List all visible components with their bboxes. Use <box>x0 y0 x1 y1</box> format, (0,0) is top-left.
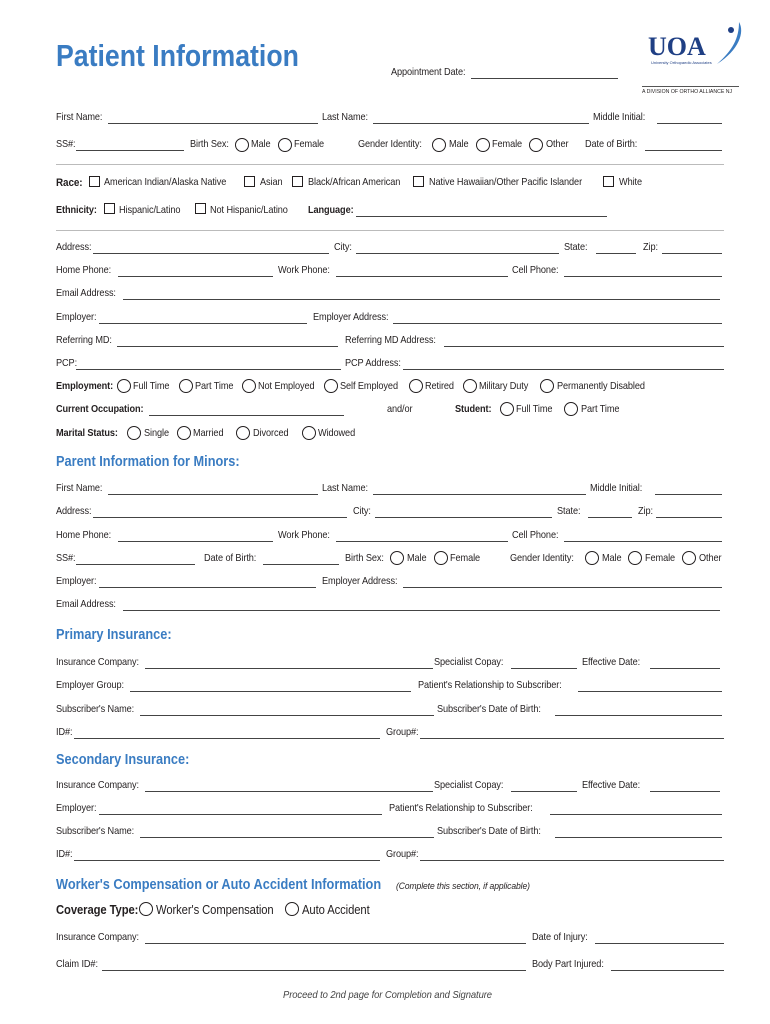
referring-md-field[interactable] <box>117 346 338 347</box>
coverage-wc-label: Worker's Compensation <box>156 903 274 917</box>
student-label: Student: <box>455 404 492 415</box>
emp-fulltime-radio[interactable] <box>117 379 131 393</box>
secondary-relationship-label: Patient's Relationship to Subscriber: <box>389 803 533 814</box>
secondary-employer-field[interactable] <box>99 814 382 815</box>
footer-note: Proceed to 2nd page for Completion and Signature <box>283 989 492 1001</box>
parent-email-label: Email Address: <box>56 599 116 610</box>
cell-phone-label: Cell Phone: <box>512 265 559 276</box>
parent-gender-other-radio[interactable] <box>682 551 696 565</box>
emp-retired-radio[interactable] <box>409 379 423 393</box>
marital-divorced-radio[interactable] <box>236 426 250 440</box>
primary-effective-field[interactable] <box>650 668 720 669</box>
race-asian-label: Asian <box>260 177 283 188</box>
parent-dob-field[interactable] <box>263 564 339 565</box>
referring-md-label: Referring MD: <box>56 335 112 346</box>
gender-other-radio[interactable] <box>529 138 543 152</box>
marital-married-radio[interactable] <box>177 426 191 440</box>
divider <box>56 230 724 231</box>
primary-copay-label: Specialist Copay: <box>434 657 504 668</box>
parent-gender-female-radio[interactable] <box>628 551 642 565</box>
secondary-id-field[interactable] <box>74 860 380 861</box>
emp-parttime-label: Part Time <box>195 381 234 392</box>
ethnicity-not-hispanic-checkbox[interactable] <box>195 203 206 214</box>
parent-last-name-label: Last Name: <box>322 483 368 494</box>
parent-home-phone-label: Home Phone: <box>56 530 112 541</box>
primary-group-label: Group#: <box>386 727 419 738</box>
birth-sex-male-label: Male <box>251 139 271 150</box>
race-label: Race: <box>56 177 83 189</box>
primary-effective-label: Effective Date: <box>582 657 641 668</box>
employer-address-field[interactable] <box>393 323 722 324</box>
logo-text: UOA <box>648 32 706 61</box>
referring-md-address-field[interactable] <box>444 346 724 347</box>
secondary-copay-field[interactable] <box>511 791 577 792</box>
employer-field[interactable] <box>99 323 307 324</box>
coverage-type-label: Coverage Type: <box>56 903 139 917</box>
marital-label: Marital Status: <box>56 428 118 439</box>
wc-company-label: Insurance Company: <box>56 932 139 943</box>
pcp-field[interactable] <box>76 369 341 370</box>
emp-retired-label: Retired <box>425 381 454 392</box>
parent-birth-sex-female-label: Female <box>450 553 481 564</box>
primary-relationship-label: Patient's Relationship to Subscriber: <box>418 680 562 691</box>
secondary-copay-label: Specialist Copay: <box>434 780 504 791</box>
secondary-subscriber-dob-label: Subscriber's Date of Birth: <box>437 826 541 837</box>
secondary-group-field[interactable] <box>420 860 724 861</box>
primary-employer-group-field[interactable] <box>130 691 411 692</box>
occupation-field[interactable] <box>149 415 344 416</box>
body-part-field[interactable] <box>611 970 724 971</box>
gender-male-label: Male <box>449 139 469 150</box>
race-ai-label: American Indian/Alaska Native <box>104 177 227 188</box>
secondary-subscriber-dob-field[interactable] <box>555 837 722 838</box>
parent-zip-label: Zip: <box>638 506 653 517</box>
zip-field[interactable] <box>662 253 722 254</box>
parent-ss-label: SS#: <box>56 553 76 564</box>
parent-address-label: Address: <box>56 506 92 517</box>
parent-cell-phone-field[interactable] <box>564 541 722 542</box>
race-white-label: White <box>619 177 642 188</box>
primary-id-field[interactable] <box>74 738 380 739</box>
marital-single-radio[interactable] <box>127 426 141 440</box>
logo-tagline: A DIVISION OF ORTHO ALLIANCE NJ <box>642 89 733 95</box>
ethnicity-hispanic-label: Hispanic/Latino <box>119 205 181 216</box>
parent-state-field[interactable] <box>588 517 632 518</box>
birth-sex-female-label: Female <box>294 139 325 150</box>
parent-gender-male-radio[interactable] <box>585 551 599 565</box>
birth-sex-male-radio[interactable] <box>235 138 249 152</box>
gender-female-radio[interactable] <box>476 138 490 152</box>
parent-city-field[interactable] <box>375 517 552 518</box>
parent-employer-label: Employer: <box>56 576 97 587</box>
parent-gender-female-label: Female <box>645 553 676 564</box>
emp-disabled-label: Permanently Disabled <box>557 381 645 392</box>
parent-birth-sex-male-radio[interactable] <box>390 551 404 565</box>
logo-swoosh-icon <box>709 20 749 70</box>
gender-other-label: Other <box>546 139 569 150</box>
primary-subscriber-label: Subscriber's Name: <box>56 704 135 715</box>
primary-employer-group-label: Employer Group: <box>56 680 124 691</box>
dob-field[interactable] <box>645 150 722 151</box>
birth-sex-label: Birth Sex: <box>190 139 229 150</box>
parent-employer-address-field[interactable] <box>403 587 722 588</box>
primary-copay-field[interactable] <box>511 668 577 669</box>
language-field[interactable] <box>356 216 607 217</box>
race-ai-checkbox[interactable] <box>89 176 100 187</box>
parent-last-name-field[interactable] <box>373 494 586 495</box>
parent-first-name-label: First Name: <box>56 483 103 494</box>
race-nh-label: Native Hawaiian/Other Pacific Islander <box>429 177 583 188</box>
parent-zip-field[interactable] <box>656 517 722 518</box>
parent-birth-sex-male-label: Male <box>407 553 427 564</box>
secondary-relationship-field[interactable] <box>550 814 722 815</box>
race-black-checkbox[interactable] <box>292 176 303 187</box>
employer-label: Employer: <box>56 312 97 323</box>
city-label: City: <box>334 242 352 253</box>
emp-not-employed-radio[interactable] <box>242 379 256 393</box>
emp-fulltime-label: Full Time <box>133 381 170 392</box>
injury-date-field[interactable] <box>595 943 724 944</box>
secondary-subscriber-label: Subscriber's Name: <box>56 826 135 837</box>
language-label: Language: <box>308 205 354 216</box>
divider <box>56 164 724 165</box>
birth-sex-female-radio[interactable] <box>278 138 292 152</box>
dob-label: Date of Birth: <box>585 139 638 150</box>
zip-label: Zip: <box>643 242 658 253</box>
last-name-field[interactable] <box>373 123 589 124</box>
primary-group-field[interactable] <box>420 738 724 739</box>
pcp-label: PCP: <box>56 358 78 369</box>
email-label: Email Address: <box>56 288 116 299</box>
race-black-label: Black/African American <box>308 177 401 188</box>
marital-widowed-radio[interactable] <box>302 426 316 440</box>
gender-male-radio[interactable] <box>432 138 446 152</box>
ethnicity-hispanic-checkbox[interactable] <box>104 203 115 214</box>
body-part-label: Body Part Injured: <box>532 959 604 970</box>
logo <box>642 22 750 102</box>
primary-company-field[interactable] <box>145 668 433 669</box>
emp-not-employed-label: Not Employed <box>258 381 315 392</box>
work-phone-field[interactable] <box>336 276 508 277</box>
parent-birth-sex-female-radio[interactable] <box>434 551 448 565</box>
emp-disabled-radio[interactable] <box>540 379 554 393</box>
state-label: State: <box>564 242 588 253</box>
parent-work-phone-field[interactable] <box>336 541 508 542</box>
parent-state-label: State: <box>557 506 581 517</box>
pcp-address-field[interactable] <box>403 369 724 370</box>
parent-heading: Parent Information for Minors: <box>56 454 240 470</box>
parent-address-field[interactable] <box>93 517 347 518</box>
primary-subscriber-dob-label: Subscriber's Date of Birth: <box>437 704 541 715</box>
referring-md-address-label: Referring MD Address: <box>345 335 436 346</box>
ethnicity-label: Ethnicity: <box>56 205 97 216</box>
primary-subscriber-dob-field[interactable] <box>555 715 722 716</box>
secondary-effective-label: Effective Date: <box>582 780 641 791</box>
pcp-address-label: PCP Address: <box>345 358 401 369</box>
address-field[interactable] <box>93 253 329 254</box>
student-fulltime-label: Full Time <box>516 404 553 415</box>
secondary-id-label: ID#: <box>56 849 73 860</box>
ss-field[interactable] <box>76 150 184 151</box>
secondary-insurance-heading: Secondary Insurance: <box>56 752 190 768</box>
gender-female-label: Female <box>492 139 523 150</box>
employer-address-label: Employer Address: <box>313 312 389 323</box>
parent-middle-initial-field[interactable] <box>655 494 722 495</box>
wc-company-field[interactable] <box>145 943 526 944</box>
work-phone-label: Work Phone: <box>278 265 330 276</box>
parent-gender-identity-label: Gender Identity: <box>510 553 574 564</box>
student-fulltime-radio[interactable] <box>500 402 514 416</box>
parent-cell-phone-label: Cell Phone: <box>512 530 559 541</box>
secondary-subscriber-field[interactable] <box>140 837 434 838</box>
parent-birth-sex-label: Birth Sex: <box>345 553 384 564</box>
parent-gender-male-label: Male <box>602 553 622 564</box>
emp-self-radio[interactable] <box>324 379 338 393</box>
appointment-date-field[interactable] <box>471 78 618 79</box>
secondary-employer-label: Employer: <box>56 803 97 814</box>
primary-subscriber-field[interactable] <box>140 715 434 716</box>
secondary-group-label: Group#: <box>386 849 419 860</box>
marital-single-label: Single <box>144 428 169 439</box>
injury-date-label: Date of Injury: <box>532 932 588 943</box>
claim-id-field[interactable] <box>102 970 526 971</box>
student-parttime-radio[interactable] <box>564 402 578 416</box>
parent-gender-other-label: Other <box>699 553 722 564</box>
parent-home-phone-field[interactable] <box>118 541 273 542</box>
emp-military-radio[interactable] <box>463 379 477 393</box>
logo-subtitle: University Orthopaedic Associates <box>651 60 712 65</box>
address-label: Address: <box>56 242 92 253</box>
parent-work-phone-label: Work Phone: <box>278 530 330 541</box>
parent-employer-field[interactable] <box>99 587 316 588</box>
primary-id-label: ID#: <box>56 727 73 738</box>
email-field[interactable] <box>123 299 720 300</box>
emp-military-label: Military Duty <box>479 381 529 392</box>
secondary-company-label: Insurance Company: <box>56 780 139 791</box>
page-title: Patient Information <box>56 38 299 73</box>
student-parttime-label: Part Time <box>581 404 620 415</box>
ss-label: SS#: <box>56 139 76 150</box>
parent-email-field[interactable] <box>123 610 720 611</box>
home-phone-field[interactable] <box>118 276 273 277</box>
occupation-label: Current Occupation: <box>56 404 144 415</box>
parent-ss-field[interactable] <box>76 564 195 565</box>
claim-id-label: Claim ID#: <box>56 959 98 970</box>
middle-initial-field[interactable] <box>657 123 722 124</box>
andor-label: and/or <box>387 404 413 415</box>
secondary-effective-field[interactable] <box>650 791 720 792</box>
first-name-field[interactable] <box>108 123 318 124</box>
parent-employer-address-label: Employer Address: <box>322 576 398 587</box>
cell-phone-field[interactable] <box>564 276 722 277</box>
race-nh-checkbox[interactable] <box>413 176 424 187</box>
marital-divorced-label: Divorced <box>253 428 289 439</box>
coverage-auto-label: Auto Accident <box>302 903 370 917</box>
first-name-label: First Name: <box>56 112 103 123</box>
parent-first-name-field[interactable] <box>108 494 318 495</box>
emp-self-label: Self Employed <box>340 381 398 392</box>
city-field[interactable] <box>356 253 559 254</box>
last-name-label: Last Name: <box>322 112 368 123</box>
marital-widowed-label: Widowed <box>318 428 356 439</box>
primary-company-label: Insurance Company: <box>56 657 139 668</box>
parent-city-label: City: <box>353 506 371 517</box>
emp-parttime-radio[interactable] <box>179 379 193 393</box>
race-asian-checkbox[interactable] <box>244 176 255 187</box>
state-field[interactable] <box>596 253 636 254</box>
appointment-date-label: Appointment Date: <box>391 67 466 78</box>
employment-label: Employment: <box>56 381 114 392</box>
coverage-wc-radio[interactable] <box>139 902 153 916</box>
parent-dob-label: Date of Birth: <box>204 553 257 564</box>
gender-identity-label: Gender Identity: <box>358 139 422 150</box>
parent-middle-initial-label: Middle Initial: <box>590 483 643 494</box>
workers-comp-heading: Worker's Compensation or Auto Accident Information <box>56 877 382 893</box>
secondary-company-field[interactable] <box>145 791 433 792</box>
primary-insurance-heading: Primary Insurance: <box>56 627 172 643</box>
primary-relationship-field[interactable] <box>578 691 722 692</box>
marital-married-label: Married <box>193 428 224 439</box>
race-white-checkbox[interactable] <box>603 176 614 187</box>
ethnicity-not-hispanic-label: Not Hispanic/Latino <box>210 205 288 216</box>
middle-initial-label: Middle Initial: <box>593 112 646 123</box>
home-phone-label: Home Phone: <box>56 265 112 276</box>
coverage-auto-radio[interactable] <box>285 902 299 916</box>
workers-comp-note: (Complete this section, if applicable) <box>396 881 530 892</box>
